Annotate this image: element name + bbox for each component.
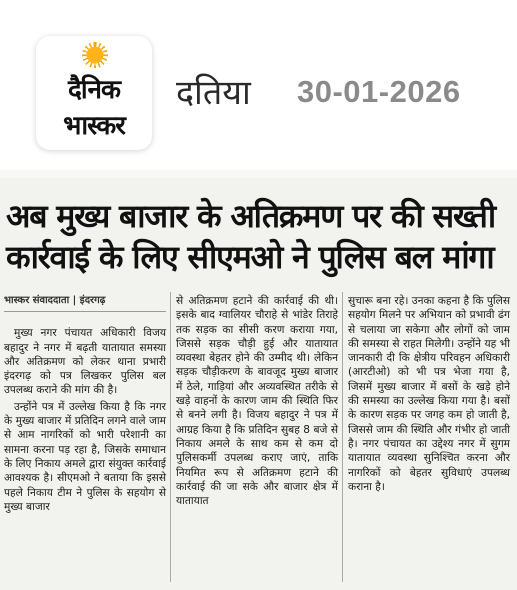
paragraph: उन्होंने पत्र में उल्लेख किया है कि नगर के मुख्य बाजार में प्रतिदिन लगने वाले जाम से आम नागरिकों को भारी परेशानी का सामना करना पड़ रहा है, जिसके समाधान के लिए निकाय अमले द्वारा संयुक्त कार्रवाई आवश्यक है। सीएमओ ने बताया कि इससे पहले निकाय टीम ने पुलिस के सहयोग से मुख्य बाजार — [4, 400, 166, 513]
sun-icon — [82, 42, 108, 68]
paragraph: सुचारू बना रहे। उनका कहना है कि पुलिस सहयोग मिलने पर अभियान को प्रभावी ढंग से चलाया जा सकेगा और लोगों को जाम की समस्या से राहत मिलेगी। उन्होंने यह भी जानकारी दी कि क्षेत्रीय परिवहन अधिकारी (आरटीओ) को भी पत्र भेजा गया है, जिसमें मुख्य बाजार में बसों के खड़े होने की समस्या का उल्लेख किया गया है। बसों के कारण सड़क पर जगह कम हो जाती है, जिससे जाम की स्थिति और गंभीर हो जाती है। नगर पंचायत का उद्देश्य नगर में सुगम यातायात व्यवस्था सुनिश्चित करना और नागरिकों को बेहतर सुविधाएं उपलब्ध कराना है। — [348, 295, 510, 493]
newspaper-logo — [36, 36, 152, 150]
column-divider — [170, 292, 171, 582]
article-column-2 — [176, 294, 338, 510]
publish-date: 30-01-2026 — [297, 74, 461, 109]
article-column-3 — [348, 294, 510, 496]
column-divider — [342, 292, 343, 582]
city-name: दतिया — [176, 73, 251, 113]
paragraph: से अतिक्रमण हटाने की कार्रवाई की थी। इसके बाद ग्वालियर चौराहे से भांडेर तिराहे तक सड़क का सीसी करण कराया गया, जिससे सड़क चौड़ी हुई और यातायात व्यवस्था बेहतर होने की उम्मीद थी। लेकिन सड़क चौड़ीकरण के बावजूद मुख्य बाजार में ठेले, गाड़ियां और अव्यवस्थित तरीके से खड़े वाहनों के कारण जाम की स्थिति फिर से बनने लगी है। विजय बहादुर ने पत्र में आग्रह किया है कि प्रतिदिन सुबह 8 बजे से निकाय अमले के साथ कम से कम दो पुलिसकर्मी उपलब्ध कराए जाएं, ताकि नियमित रूप से अतिक्रमण हटाने की कार्रवाई की जा सके और बाजार क्षेत्र में यातायात — [176, 295, 338, 508]
logo-text-line1: दैनिक — [68, 75, 120, 105]
paragraph: मुख्य नगर पंचायत अधिकारी विजय बहादुर ने नगर में बढ़ती यातायात समस्या और अतिक्रमण को लेकर थाना प्रभारी इंदरगढ़ को पत्र लिखकर पुलिस बल उपलब्ध कराने की मांग की है। — [4, 327, 166, 397]
header-bar — [0, 0, 517, 170]
logo-text-line2: भास्कर — [63, 111, 125, 141]
article-headline: अब मुख्य बाजार के अतिक्रमण पर की सख्ती कार्रवाई के लिए सीएमओ ने पुलिस बल मांगा — [6, 197, 495, 276]
byline: भास्कर संवाददाता | इंदरगढ़ — [4, 294, 166, 312]
article-column-1 — [4, 294, 166, 516]
